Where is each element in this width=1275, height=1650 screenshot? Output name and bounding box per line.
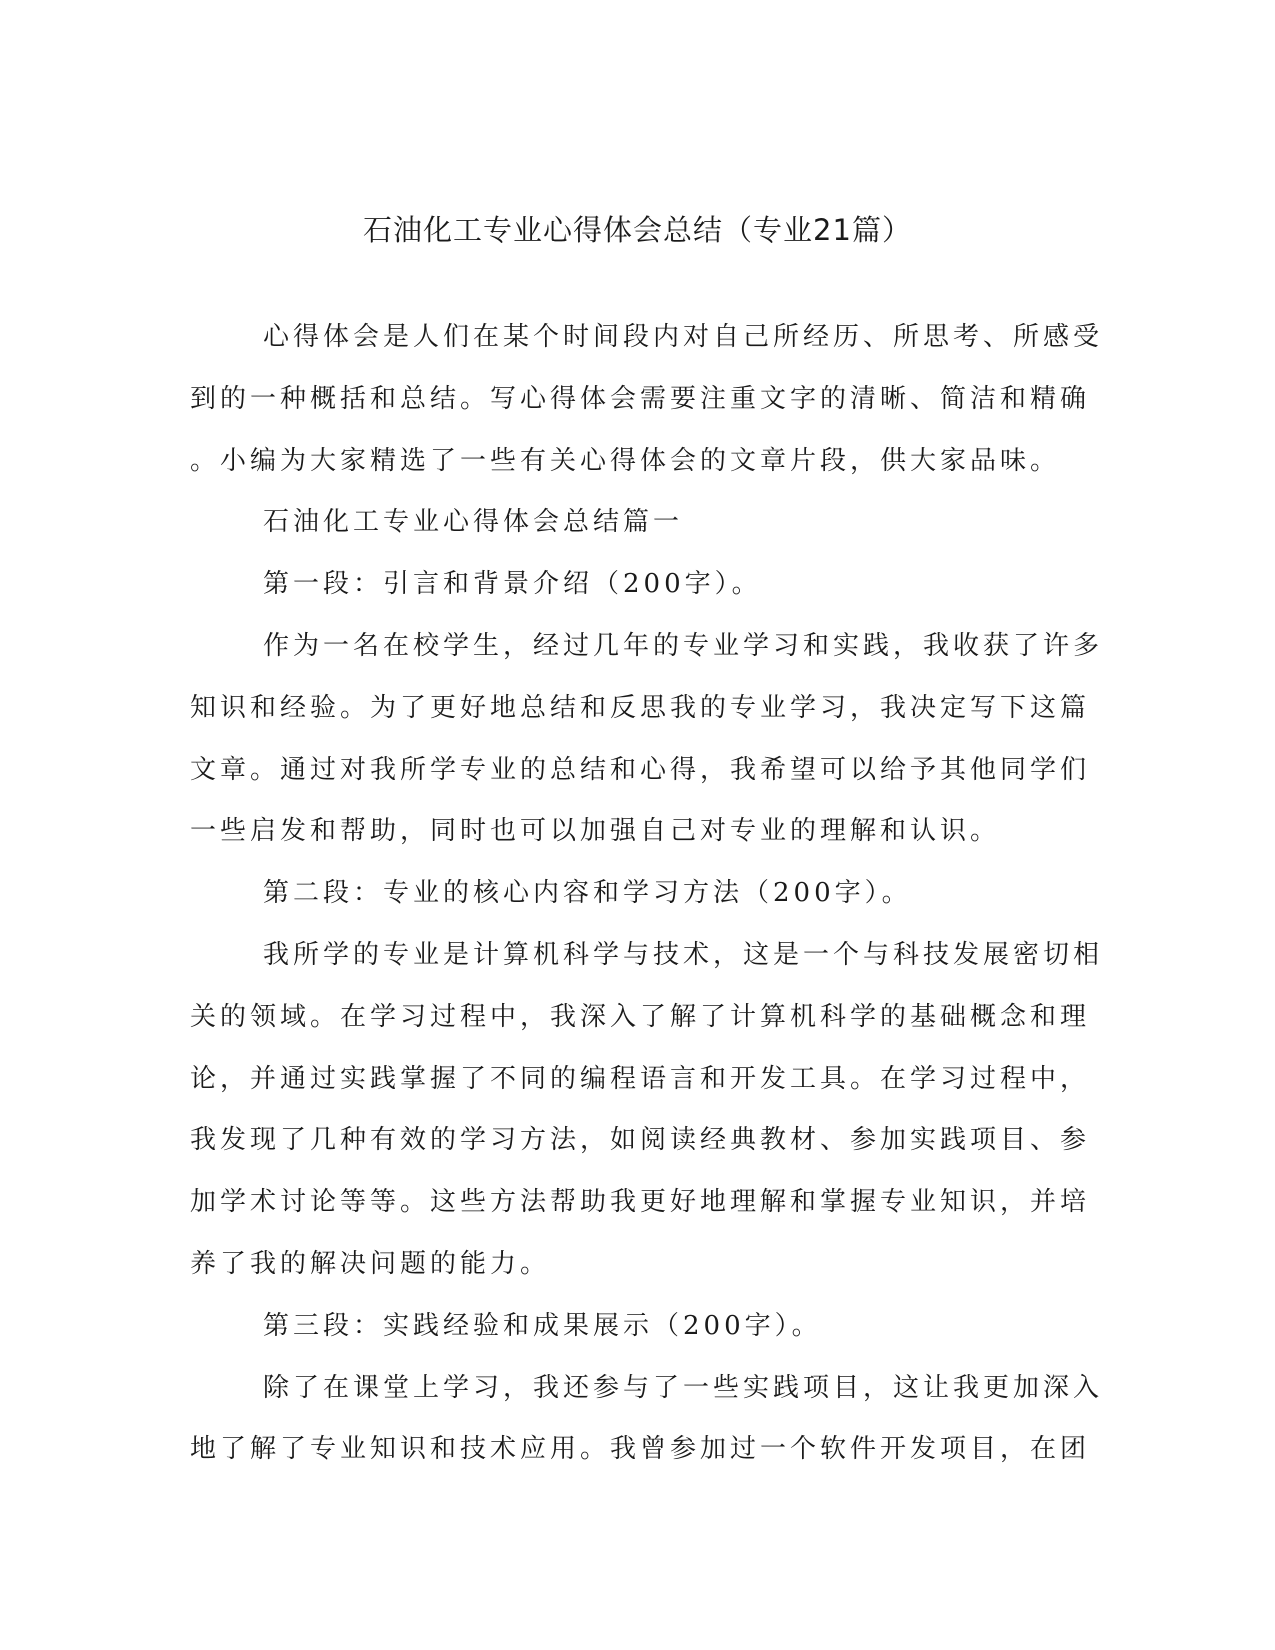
text-line: 到的一种概括和总结。写心得体会需要注重文字的清晰、简洁和精确	[190, 383, 1091, 414]
document-title: 石油化工专业心得体会总结（专业21篇）	[363, 213, 912, 247]
text-line: 作为一名在校学生，经过几年的专业学习和实践，我收获了许多	[263, 630, 1104, 661]
text-line: 论，并通过实践掌握了不同的编程语言和开发工具。在学习过程中，	[190, 1063, 1091, 1094]
text-line: 第一段：引言和背景介绍（200字）。	[263, 569, 762, 600]
text-line: 文章。通过对我所学专业的总结和心得，我希望可以给予其他同学们	[190, 754, 1091, 785]
text-line: 养了我的解决问题的能力。	[190, 1248, 551, 1279]
document-body	[190, 322, 1104, 1496]
text-line: 石油化工专业心得体会总结篇一	[263, 507, 684, 538]
text-line: 第三段：实践经验和成果展示（200字）。	[263, 1310, 822, 1341]
text-line: 我所学的专业是计算机科学与技术，这是一个与科技发展密切相	[263, 939, 1104, 970]
text-line: 除了在课堂上学习，我还参与了一些实践项目，这让我更加深入	[263, 1372, 1104, 1403]
text-line: 。小编为大家精选了一些有关心得体会的文章片段，供大家品味。	[190, 445, 1061, 476]
text-line: 加学术讨论等等。这些方法帮助我更好地理解和掌握专业知识，并培	[190, 1187, 1091, 1218]
text-line: 一些启发和帮助，同时也可以加强自己对专业的理解和认识。	[190, 816, 1001, 847]
text-line: 心得体会是人们在某个时间段内对自己所经历、所思考、所感受	[263, 322, 1104, 352]
text-line: 第二段：专业的核心内容和学习方法（200字）。	[263, 878, 912, 909]
text-line: 关的领域。在学习过程中，我深入了解了计算机科学的基础概念和理	[190, 1001, 1091, 1032]
text-line: 地了解了专业知识和技术应用。我曾参加过一个软件开发项目，在团	[190, 1434, 1091, 1465]
text-line: 我发现了几种有效的学习方法，如阅读经典教材、参加实践项目、参	[190, 1125, 1091, 1156]
text-line: 知识和经验。为了更好地总结和反思我的专业学习，我决定写下这篇	[190, 692, 1091, 723]
